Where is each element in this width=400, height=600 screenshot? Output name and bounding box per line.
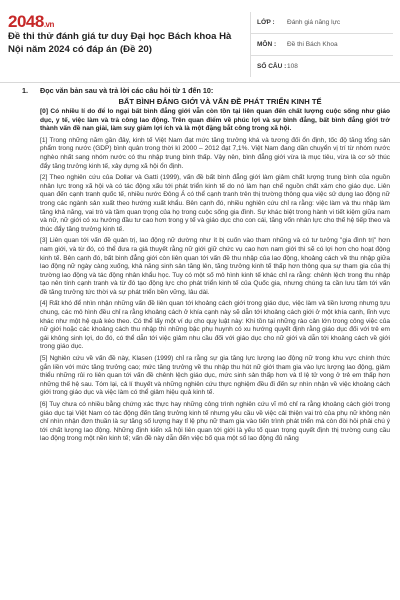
meta-label: MÔN : (257, 41, 277, 48)
meta-value: Đề thi Bách Khoa (287, 41, 338, 48)
paragraph: [3] Liên quan tới vấn đề quản trị, lao động nữ dường như ít bị cuốn vào tham nhũng và có tư tưởng "gia đình trị" hơn nam giới, và từ đó, có thể đưa ra giả thuyết rằng nữ giới giữ chức vụ cao hơn nam giới thì sẽ có lợi hơn cho hoạt động kinh tế. Bên cạnh đó, bất bình đẳng giới còn liên quan tới vấn đề thu nhập của lao động, khoảng cách về thu nhập giữa lao động nữ ngày càng xuống, khả năng sinh sản tăng lên, tăng trưởng kinh tế thấp hơn thông qua sự tham gia của thị trường lao động và tác động nhân khẩu học. Tuy có một số mô hình kinh tế khác chỉ ra rằng: chênh lệch trong thu nhập tạo nên tính cạnh tranh và từ đó tạo động lực cho phát triển kinh tế của Quốc gia, nhưng chúng ta cần lưu tâm tới vấn đề tăng trưởng tức thời và sự phát triển bền vững, lâu dài. (40, 237, 390, 296)
meta-row-count (251, 56, 393, 77)
meta-value: Đánh giá năng lực (287, 19, 341, 26)
site-logo[interactable] (8, 12, 54, 32)
question-number: 1. (22, 86, 28, 95)
meta-label: SỐ CÂU : (257, 63, 287, 70)
paragraph: [4] Rất khó để nhìn nhận những vấn đề liên quan tới khoảng cách giới trong giáo dục, việc làm và tiền lương nhưng tựu chung, các mô hình đều chỉ ra rằng khoảng cách ở khía cạnh này sẽ dẫn tới khoảng cách giới ở một khía cạnh, lĩnh vực khác như một hệ quả kéo theo. Có thể lấy một ví dụ cho quy luật này: Khi tồn tại những rào cản lớn trong công việc của nữ giới hoặc các khoảng cách thu nhập thì những bậc phụ huynh có xu hướng quyết định rằng giáo dục đối với trẻ em gái không sinh lợi, do đó, có thể dẫn tới việc giảm nhu cầu đối với giáo dục cho nữ giới và dẫn tới khoảng cách về giới trong giáo dục. (40, 300, 390, 351)
question-header (0, 86, 400, 95)
meta-row-class (251, 12, 393, 34)
paragraph-intro: [0] Có nhiều lí do để lo ngại bất bình đẳng giới vẫn còn tồn tại liên quan đến chất lượng cuộc sống như giáo dục, y tế, việc làm và trả công lao động. Trên quan điểm về phúc lợi và sự bình đẳng, bất bình đẳng giới trở thành vấn đề nan giải, làm suy giảm lợi ích và là một đặng bắt công trong xã hội. (40, 108, 390, 133)
page-header (0, 0, 400, 83)
question-content (0, 86, 400, 447)
paragraph: [1] Trong những năm gần đây, kinh tế Việt Nam đạt mức tăng trưởng khá và tương đối ổn định, tốc độ tăng tổng sản phẩm trong nước (GDP) bình quân trong thời kì 2000 – 2012 đạt 7,1%. Việt Nam đang dần chuyển vị trí từ nhóm nước nghèo nhất sang nhóm nước có thu nhập trung bình thấp. Vậy nên, bình đẳng giới vừa là mục tiêu, vừa là cơ sở thúc đẩy tăng trưởng kinh tế, xây dựng xã hội ổn định. (40, 136, 390, 170)
meta-row-subject (251, 34, 393, 56)
meta-label: LỚP : (257, 19, 275, 26)
logo-suffix: .vn (43, 20, 54, 29)
document-title: Đề thi thử đánh giá tư duy Đại học Bách khoa Hà Nội năm 2024 có đáp án (Đề 20) (8, 31, 232, 55)
paragraph: [6] Tuy chưa có nhiều bằng chứng xác thực hay những công trình nghiên cứu vĩ mô chỉ ra rằng khoảng cách giới trong giáo dục tại Việt Nam có tác động đến tăng trưởng kinh tế nhưng yêu cầu về việc cải thiện vai trò của phụ nữ không nên chỉ nhìn nhận đơn thuần là sự tăng số lượng hay tỉ lệ phụ nữ tham gia vào tiến trình phát triển mà còn đòi hỏi phải chú ý tới chất lượng lao động. Những định kiến xã hội liên quan tới giới là yếu tố quan trọng quyết định thị trường cung cầu lao động trong một nền kinh tế; vấn đề này dẫn đến việc bố qua một số lao động đủ năng (40, 401, 390, 443)
paragraph: [2] Theo nghiên cứu của Dollar và Gatti (1999), vấn đề bất bình đẳng giới làm giảm chất lượng trung bình của nguồn nhân lực trong xã hội và có tác động xấu tới phát triển kinh tế do nó làm hạn chế nguồn chất xám cho giáo dục. Liên quan đến cạnh tranh quốc tế, nhiều nước Đông Á có thể cạnh tranh trên thị trường thông qua việc sử dụng lao động nữ trong các ngành sản xuất theo hướng xuất khẩu. Bên cạnh đó, nhiều nghiên cứu chỉ ra rằng: việc làm và thu nhập làm tăng khả năng, vai trò và tầm quan trọng của họ trong cuộc sống gia đình. Sự khác biệt trong hành vi tiết kiệm giữa nam và nữ, nữ giới có xu hướng đầu tư cao hơn trong y tế và giáo dục cho con cái, tăng vốn nhân lực cho thế hệ tiếp theo và thúc đẩy tăng trưởng kinh tế. (40, 174, 390, 233)
logo-main: 2048 (8, 12, 44, 31)
meta-value: 108 (287, 63, 298, 70)
meta-table (250, 12, 393, 77)
paragraph: [5] Nghiên cứu về vấn đề này, Klasen (1999) chỉ ra rằng sự gia tăng lực lượng lao động nữ trong khu vực chính thức gắn liền với mức tăng trưởng cao; mức tăng trưởng về thu nhập thu hút nữ giới tham gia vào lực lượng lao động, giảm thiểu những rủi ro liên quan tới vấn đề chênh lệch giáo dục, mức sinh sản thấp hơn và tỉ lệ tử vong ở trẻ em thấp hơn những thế hệ sau. Tóm lại, cả lí thuyết và những nghiên cứu thực nghiệm đều đi đến sự nhìn nhận về việc khoảng cách giới trong giáo dục và việc làm có thể giảm hiệu quả kinh tế. (40, 355, 390, 397)
passage-title: BẤT BÌNH ĐẲNG GIỚI VÀ VẤN ĐỀ PHÁT TRIỂN KINH TẾ (118, 97, 322, 106)
question-prompt: Đọc văn bản sau và trả lời các câu hỏi từ 1 đến 10: (40, 86, 214, 95)
